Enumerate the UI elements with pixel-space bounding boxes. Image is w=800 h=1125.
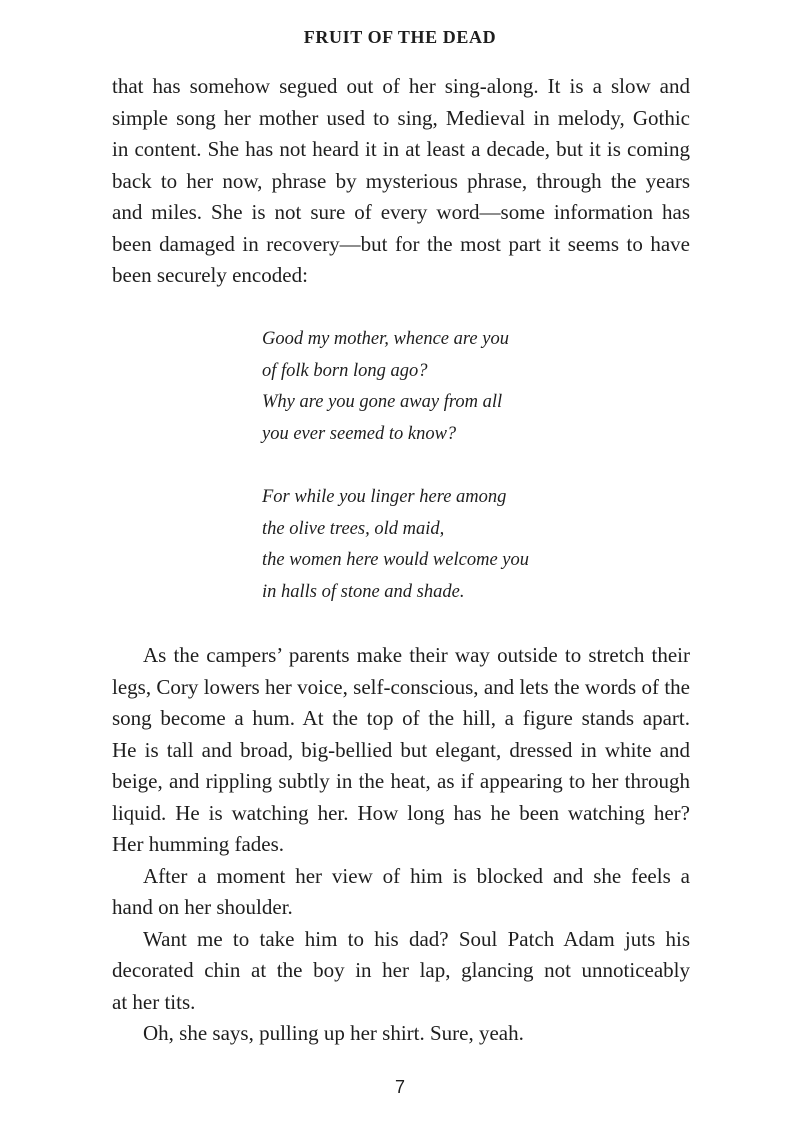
- verse-line: Why are you gone away from all: [262, 392, 503, 413]
- page-number: 7: [394, 1077, 405, 1097]
- verse-stanza-1: [262, 324, 509, 450]
- text-line: Her humming fades.: [112, 832, 285, 856]
- text-line: Want me to take him to his dad? Soul Patch Adam juts his: [143, 926, 690, 951]
- text-line: back to her now, phrase by mysterious phrase, through the years: [112, 168, 690, 193]
- text-line: been damaged in recovery—but for the most part it seems to have: [112, 231, 690, 256]
- verse-line: the olive trees, old maid,: [262, 518, 445, 539]
- text-line: song become a hum. At the top of the hill, a figure stands apart.: [112, 706, 690, 730]
- verse-stanza-2: [262, 482, 529, 608]
- text-line: Oh, she says, pulling up her shirt. Sure, yeah.: [143, 1021, 524, 1045]
- text-line: been securely encoded:: [112, 263, 308, 287]
- text-line: hand on her shoulder.: [112, 895, 293, 919]
- text-line: decorated chin at the boy in her lap, glancing not unnoticeably: [112, 958, 690, 982]
- verse-line: the women here would welcome you: [262, 550, 529, 571]
- verse-line: Good my mother, whence are you: [262, 329, 509, 349]
- text-line: simple song her mother used to sing, Medieval in melody, Gothic: [112, 105, 690, 130]
- text-line: and miles. She is not sure of every word—some information has: [112, 200, 690, 224]
- verse-line: you ever seemed to know?: [262, 423, 457, 444]
- text-line: As the campers’ parents make their way outside to stretch their: [143, 643, 690, 667]
- text-line: in content. She has not heard it in at least a decade, but it is coming: [112, 137, 690, 161]
- text-line: legs, Cory lowers her voice, self-conscious, and lets the words of the: [112, 674, 690, 699]
- text-line: After a moment her view of him is blocked and she feels a: [143, 863, 690, 888]
- text-line: liquid. He is watching her. How long has he been watching her?: [112, 800, 690, 825]
- text-line: beige, and rippling subtly in the heat, as if appearing to her through: [112, 769, 690, 793]
- verse-line: in halls of stone and shade.: [262, 581, 465, 602]
- verse-line: of folk born long ago?: [262, 360, 428, 381]
- running-head: FRUIT OF THE DEAD: [303, 27, 497, 47]
- paragraph-closing: [112, 640, 690, 1050]
- text-line: that has somehow segued out of her sing-along. It is a slow and: [112, 74, 690, 98]
- text-line: He is tall and broad, big-bellied but elegant, dressed in white and: [112, 737, 690, 762]
- text-line: at her tits.: [112, 989, 196, 1014]
- verse-line: For while you linger here among: [262, 487, 507, 507]
- paragraph-opening: [112, 71, 690, 292]
